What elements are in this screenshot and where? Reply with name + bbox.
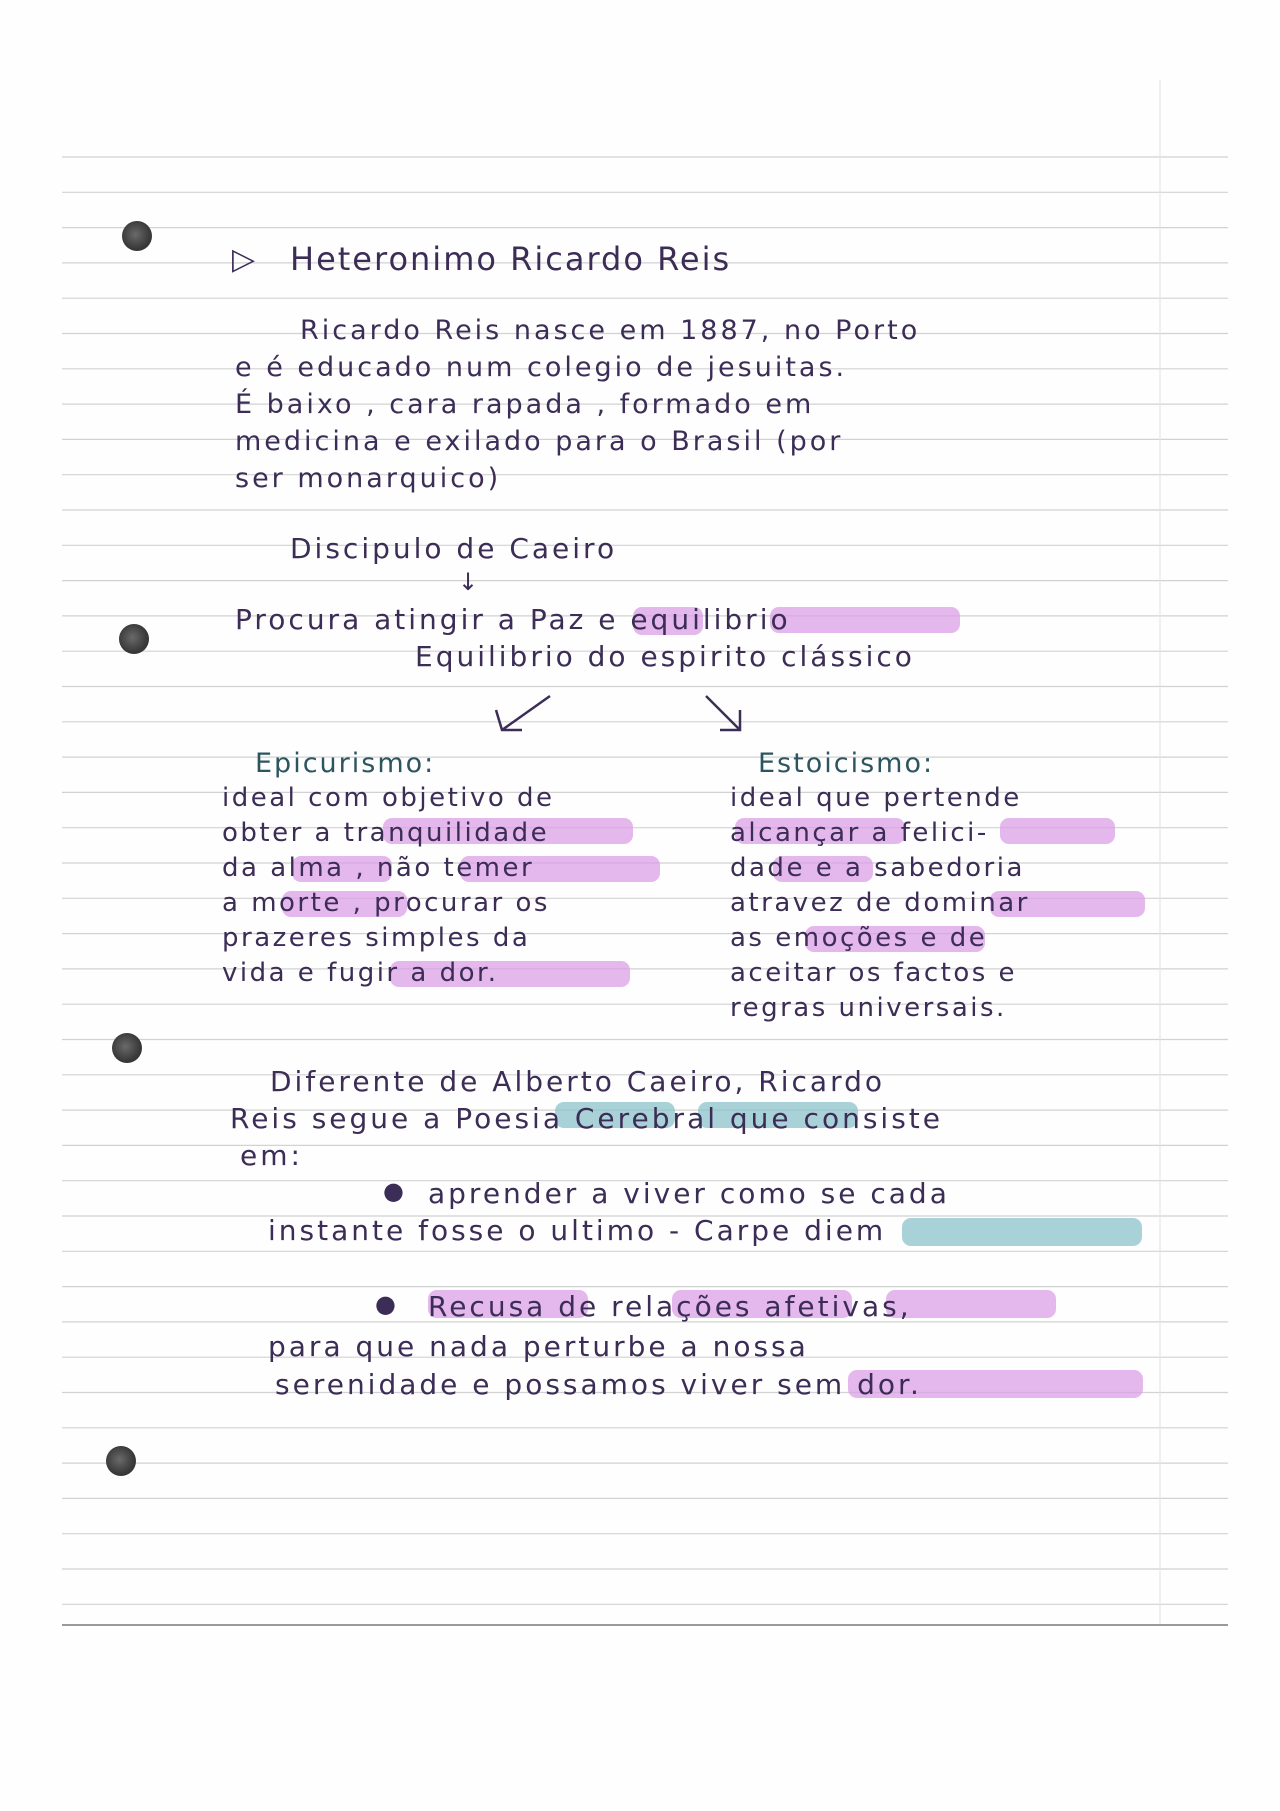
binder-hole-3 xyxy=(112,1033,142,1063)
bullet-2-line: para que nada perturbe a nossa xyxy=(268,1330,809,1363)
bullet-2-line: serenidade e possamos viver sem dor. xyxy=(275,1368,922,1401)
disciple-line: Discipulo de Caeiro xyxy=(290,532,618,565)
bullet-2-line: Recusa de relações afetivas, xyxy=(428,1290,912,1323)
difference-line: Reis segue a Poesia Cerebral que consiste xyxy=(230,1102,943,1135)
title-marker: ▷ xyxy=(232,242,258,277)
bullet-1-line: aprender a viver como se cada xyxy=(428,1177,950,1210)
epicurismo-line: obter a tranquilidade xyxy=(222,818,550,848)
epicurismo-heading: Epicurismo: xyxy=(255,748,436,779)
branch-arrow-right-icon xyxy=(700,690,760,740)
highlight-felici xyxy=(1000,818,1115,844)
estoicismo-line: aceitar os factos e xyxy=(730,958,1018,988)
estoicismo-line: alcançar a felici- xyxy=(730,818,989,848)
estoicismo-line: atravez de dominar xyxy=(730,888,1030,918)
page-title: Heteronimo Ricardo Reis xyxy=(290,240,732,278)
binder-hole-4 xyxy=(106,1446,136,1476)
binder-hole-2 xyxy=(119,624,149,654)
estoicismo-heading: Estoicismo: xyxy=(758,748,935,779)
down-arrow-icon: ↓ xyxy=(458,568,479,596)
intro-line-2: e é educado num colegio de jesuitas. xyxy=(235,352,848,383)
highlight-carpe-diem xyxy=(902,1218,1142,1246)
epicurismo-line: ideal com objetivo de xyxy=(222,783,555,813)
estoicismo-line: regras universais. xyxy=(730,993,1007,1023)
bullet-icon: ● xyxy=(375,1290,398,1318)
estoicismo-line: ideal que pertende xyxy=(730,783,1022,813)
intro-line-4: medicina e exilado para o Brasil (por xyxy=(235,426,844,457)
intro-line-1: Ricardo Reis nasce em 1887, no Porto xyxy=(300,315,921,346)
highlight-equilibrio xyxy=(770,607,960,633)
bullet-icon: ● xyxy=(383,1177,406,1205)
difference-line: em: xyxy=(240,1139,303,1172)
binder-hole-1 xyxy=(122,221,152,251)
estoicismo-line: dade e a sabedoria xyxy=(730,853,1025,883)
balance-line: Equilibrio do espirito clássico xyxy=(415,640,915,673)
epicurismo-line: prazeres simples da xyxy=(222,923,531,953)
epicurismo-line: vida e fugir a dor. xyxy=(222,958,499,988)
seeks-line: Procura atingir a Paz e equilibrio xyxy=(235,603,791,636)
intro-line-5: ser monarquico) xyxy=(235,463,502,494)
bullet-1-line: instante fosse o ultimo - Carpe diem xyxy=(268,1214,887,1247)
difference-line: Diferente de Alberto Caeiro, Ricardo xyxy=(270,1065,886,1098)
branch-arrow-left-icon xyxy=(490,690,560,740)
intro-line-3: É baixo , cara rapada , formado em xyxy=(235,389,815,420)
estoicismo-line: as emoções e de xyxy=(730,923,988,953)
epicurismo-line: a morte , procurar os xyxy=(222,888,550,918)
epicurismo-line: da alma , não temer xyxy=(222,853,535,883)
